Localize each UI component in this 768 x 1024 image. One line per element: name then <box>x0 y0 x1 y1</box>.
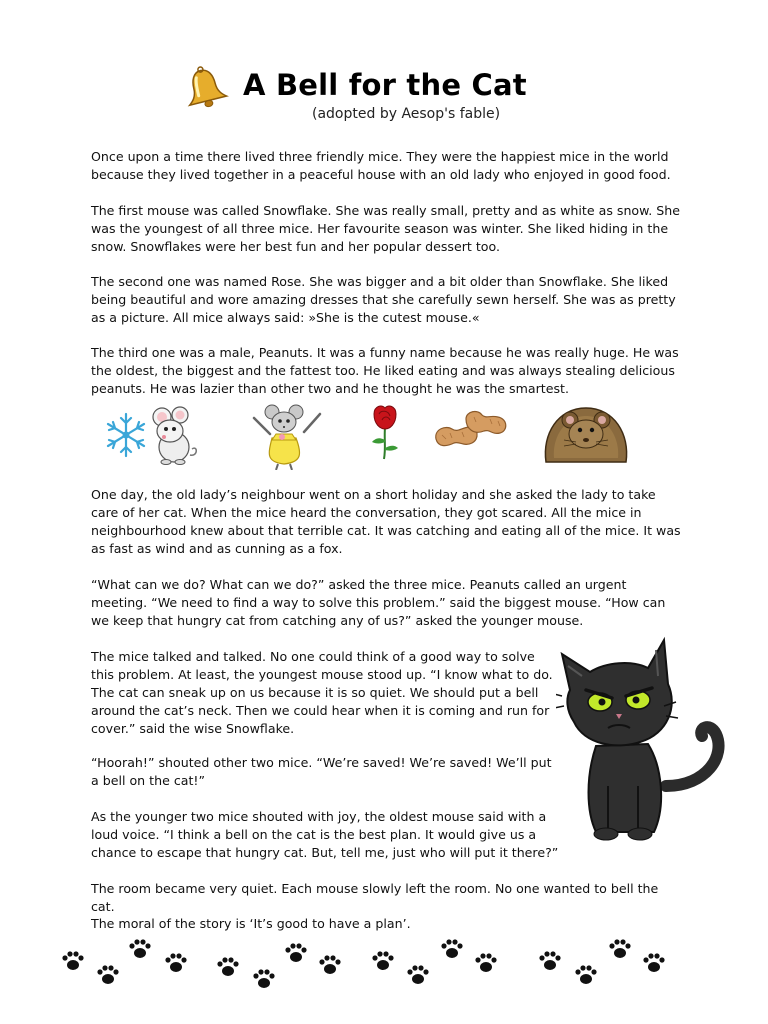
paw-print-icon <box>537 950 563 972</box>
peanuts-icon <box>432 405 512 453</box>
rose-icon <box>366 404 404 460</box>
paw-print-icon <box>473 952 499 974</box>
page-title: A Bell for the Cat <box>243 68 527 102</box>
paragraph-5: One day, the old lady’s neighbour went on a short holiday and she asked the lady to take care of her cat. When the mice heard the conversation, they got scared. All the mice in neighbourhood knew about that terrible cat. It was catching and eating all of the mice. It was as fast as wind and as cunning as a fox. <box>91 487 681 556</box>
paragraph-1: Once upon a time there lived three friendly mice. They were the happiest mice in the world because they lived together in a peaceful house with an old lady who enjoyed in good food. <box>91 149 671 182</box>
paragraph-2: The first mouse was called Snowflake. She was really small, pretty and as white as snow. She was the youngest of all three mice. Her favourite season was winter. She liked hiding in the snow. Snowflakes were her best fun and her popular dessert too. <box>91 203 681 254</box>
white-mouse-icon <box>150 405 200 467</box>
paw-print-icon <box>283 942 309 964</box>
paw-print-icon <box>641 952 667 974</box>
black-cat-icon <box>556 636 736 842</box>
page-subtitle: (adopted by Aesop's fable) <box>312 106 501 122</box>
paw-print-border <box>55 930 715 1000</box>
paragraph-4: The third one was a male, Peanuts. It was a funny name because he was really huge. He was the oldest, the biggest and the fattest too. He liked eating and was always stealing delicious peanuts. He was lazier than other two and he thought he was the smartest. <box>91 345 679 396</box>
paragraph-7: The mice talked and talked. No one could think of a good way to solve this problem. At least, the youngest mouse stood up. “I know what to do. The cat can sneak up on us because it is so quiet. We should put a bell around the cat’s neck. Then we could hear when it is coming and run for cover.” said the wise Snowflake. <box>91 649 553 736</box>
paw-print-icon <box>317 954 343 976</box>
paw-print-icon <box>573 964 599 986</box>
paw-print-icon <box>163 952 189 974</box>
paw-print-icon <box>251 968 277 990</box>
paragraph-8: “Hoorah!” shouted other two mice. “We’re saved! We’re saved! We’ll put a bell on the cat!” <box>91 755 552 788</box>
paragraph-10: The room became very quiet. Each mouse slowly left the room. No one wanted to bell the cat. <box>91 881 659 914</box>
paw-print-icon <box>607 938 633 960</box>
paragraph-6: “What can we do? What can we do?” asked the three mice. Peanuts called an urgent meeting. “We need to find a way to solve this problem.” said the biggest mouse. “How can we keep that hungry cat from catching any of us?” asked the younger mouse. <box>91 577 666 628</box>
paw-print-icon <box>215 956 241 978</box>
paragraph-9: As the younger two mice shouted with joy, the oldest mouse said with a loud voice. “I think a bell on the cat is the best plan. It would give us a chance to escape that hungry cat. But, tell me, just who will put it there?” <box>91 809 559 860</box>
paw-print-icon <box>60 950 86 972</box>
paragraph-11: The moral of the story is ‘It’s good to have a plan’. <box>91 916 411 931</box>
snowflake-icon <box>103 410 149 460</box>
bell-icon <box>180 66 230 110</box>
title-block <box>0 64 768 124</box>
fat-mouse-icon <box>540 400 632 470</box>
paw-print-icon <box>127 938 153 960</box>
paw-print-icon <box>405 964 431 986</box>
paw-print-icon <box>439 938 465 960</box>
dancing-mouse-icon <box>246 404 330 470</box>
paw-print-icon <box>95 964 121 986</box>
paw-print-icon <box>370 950 396 972</box>
paragraph-3: The second one was named Rose. She was bigger and a bit older than Snowflake. She liked being beautiful and wore amazing dresses that she carefully sewn herself. She was as pretty as a picture. All mice always said: »She is the cutest mouse.« <box>91 274 676 325</box>
